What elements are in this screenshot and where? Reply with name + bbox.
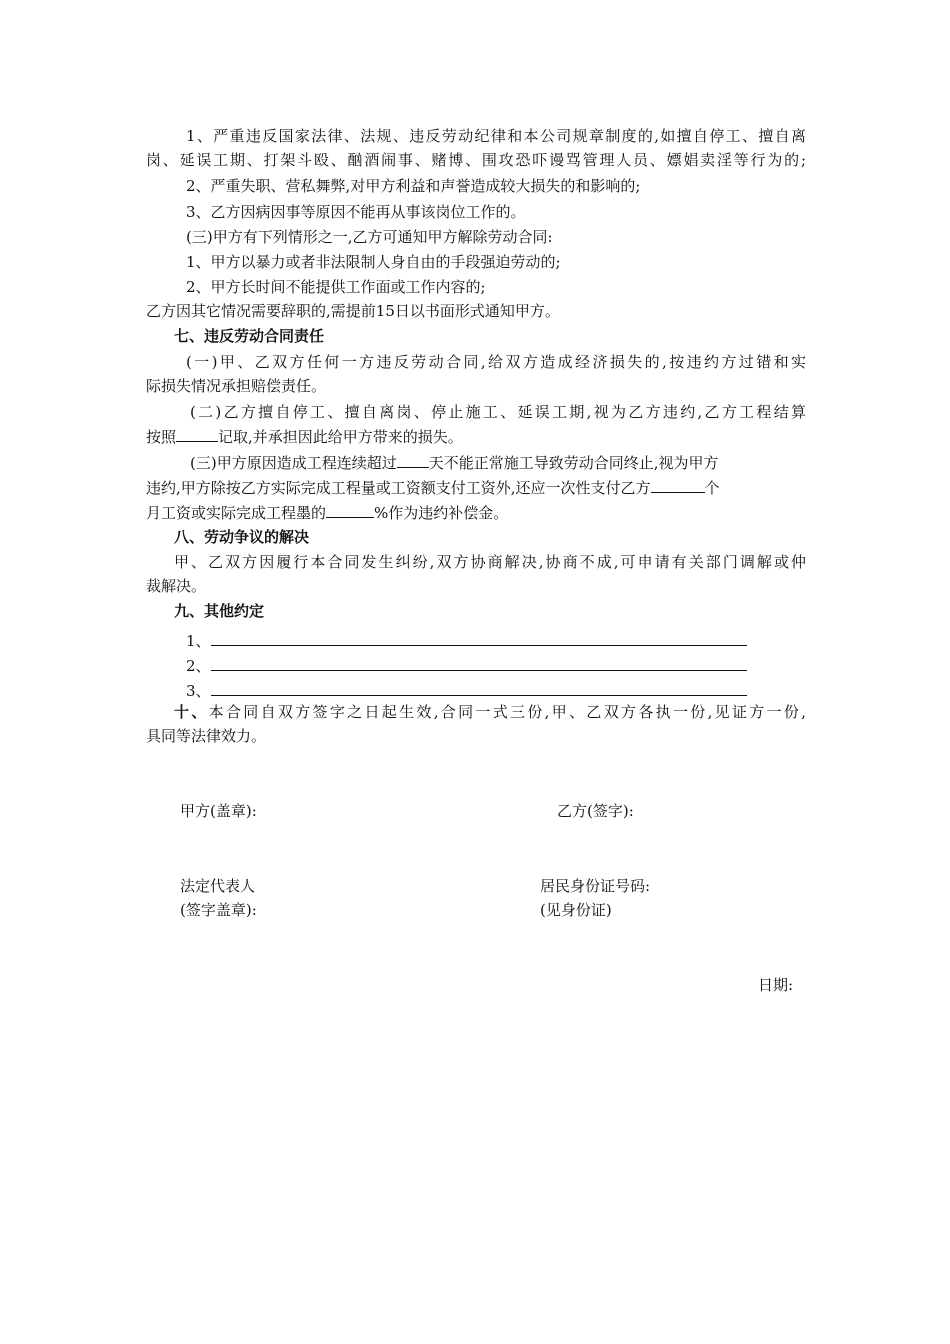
party-a-seal: 甲方(盖章): xyxy=(180,802,257,820)
clause-6-2-3: 3、乙方因病因事等原因不能再从事该岗位工作的。 xyxy=(186,203,526,221)
resignation-notice: 乙方因其它情况需要辞职的,需提前15日以书面形式通知甲方。 xyxy=(146,302,560,320)
clause-6-3-2: 2、甲方长时间不能提供工作面或工作内容的; xyxy=(186,278,486,296)
other-term-2[interactable] xyxy=(186,650,747,674)
clause-7-3-line2-pre: 违约,甲方除按乙方实际完成工程量或工资额支付工资外,还应一次性支付乙方 xyxy=(146,479,651,497)
section-7-heading: 七、违反劳动合同责任 xyxy=(174,327,325,345)
percent-blank[interactable] xyxy=(326,500,374,518)
clause-7-3-line3 xyxy=(146,500,806,525)
section-10-heading: 十、 xyxy=(174,703,209,721)
id-number-note: (见身份证) xyxy=(540,901,612,919)
clause-6-3-1: 1、甲方以暴力或者非法限制人身自由的手段强迫劳动的; xyxy=(186,253,561,271)
clause-7-1-line1: (一)甲、乙双方任何一方违反劳动合同,给双方造成经济损失的,按违约方过错和实 xyxy=(186,353,806,371)
other-term-3[interactable] xyxy=(186,675,747,699)
section-10-line2: 具同等法律效力。 xyxy=(146,727,267,745)
legal-representative-sign: (签字盖章): xyxy=(180,901,257,919)
legal-representative-label: 法定代表人 xyxy=(180,877,256,895)
section-10-line1 xyxy=(146,700,806,724)
section-10-text: 本合同自双方签字之日起生效,合同一式三份,甲、乙双方各执一份,见证方一份, xyxy=(208,703,806,721)
months-blank[interactable] xyxy=(651,475,705,493)
clause-7-2-line2 xyxy=(146,424,806,449)
clause-8-line2: 裁解决。 xyxy=(146,577,207,595)
settlement-blank[interactable] xyxy=(176,424,218,442)
days-blank[interactable] xyxy=(397,450,429,468)
other-term-3-line[interactable] xyxy=(211,675,747,696)
clause-7-3-line1 xyxy=(146,450,806,475)
clause-7-3-line2-post: 个 xyxy=(704,479,720,497)
party-b-signature: 乙方(签字): xyxy=(557,802,634,820)
clause-7-2-post: 记取,并承担因此给甲方带来的损失。 xyxy=(218,428,463,446)
clause-7-3-line2 xyxy=(146,475,806,500)
other-term-3-label: 3、 xyxy=(186,682,211,700)
clause-7-3-post: 天不能正常施工导致劳动合同终止,视为甲方 xyxy=(428,454,719,472)
other-term-2-label: 2、 xyxy=(186,657,211,675)
date-label: 日期: xyxy=(758,976,794,994)
clause-7-2-line1: (二)乙方擅自停工、擅自离岗、停止施工、延误工期,视为乙方违约,乙方工程结算 xyxy=(190,403,806,421)
clause-6-2-2: 2、严重失职、营私舞弊,对甲方利益和声誉造成较大损失的和影响的; xyxy=(186,177,641,195)
section-8-heading: 八、劳动争议的解决 xyxy=(174,528,310,546)
clause-6-2-1-line1: 1、严重违反国家法律、法规、违反劳动纪律和本公司规章制度的,如擅自停工、擅自离 xyxy=(186,127,806,145)
clause-6-3: (三)甲方有下列情形之一,乙方可通知甲方解除劳动合同: xyxy=(186,228,553,246)
clause-7-1-line2: 际损失情况承担赔偿责任。 xyxy=(146,377,327,395)
id-number-label: 居民身份证号码: xyxy=(540,877,651,895)
clause-8-line1: 甲、乙双方因履行本合同发生纠纷,双方协商解决,协商不成,可申请有关部门调解或仲 xyxy=(174,553,806,571)
other-term-1-label: 1、 xyxy=(186,632,211,650)
clause-7-3-line3-pre: 月工资或实际完成工程墨的 xyxy=(146,504,327,522)
section-9-heading: 九、其他约定 xyxy=(174,602,265,620)
clause-7-3-pre: (三)甲方原因造成工程连续超过 xyxy=(190,454,397,472)
other-term-1-line[interactable] xyxy=(211,625,747,646)
clause-7-3-line3-post: %作为违约补偿金。 xyxy=(374,504,509,522)
other-term-2-line[interactable] xyxy=(211,650,747,671)
clause-6-2-1-line2: 岗、延误工期、打架斗殴、酗酒闹事、赌博、围攻恐吓谩骂管理人员、嫖娼卖淫等行为的; xyxy=(146,151,806,169)
other-term-1[interactable] xyxy=(186,625,747,649)
clause-7-2-pre: 按照 xyxy=(146,428,177,446)
